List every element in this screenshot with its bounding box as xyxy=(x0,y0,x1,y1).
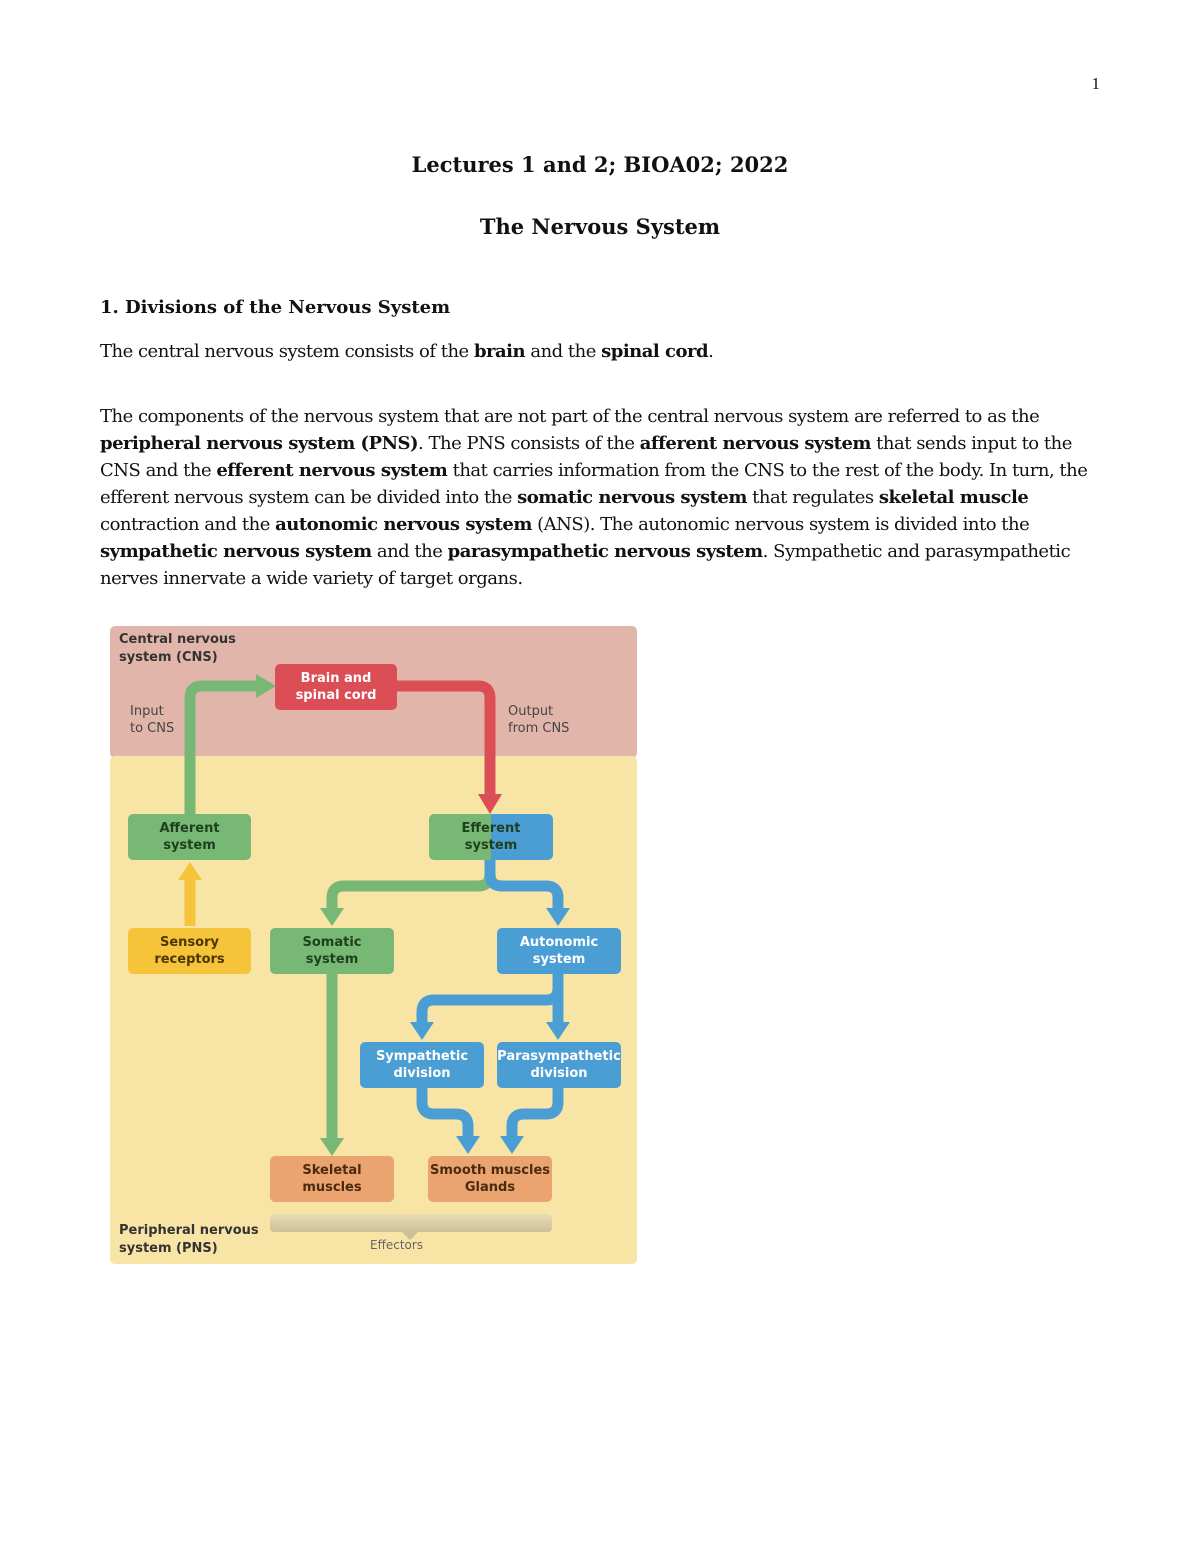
text-run: The central nervous system consists of the xyxy=(100,341,474,362)
effectors-bracket xyxy=(270,1214,552,1232)
text-run: . Sympathetic and parasympathetic nerves innervate a wide variety of target organs. xyxy=(100,541,1071,589)
somatic-system-box: Somatic system xyxy=(270,928,394,974)
document-title: Lectures 1 and 2; BIOA02; 2022 xyxy=(411,152,789,177)
paragraph-cns xyxy=(100,338,1100,365)
bold-term: brain xyxy=(473,341,526,362)
bold-term: somatic nervous system xyxy=(517,487,747,508)
bold-term: parasympathetic nervous system xyxy=(447,541,763,562)
input-to-cns-label: Input to CNS xyxy=(130,704,175,736)
text-run: and the xyxy=(371,541,448,562)
parasympathetic-division-box: Parasympathetic division xyxy=(497,1042,621,1088)
autonomic-system-box: Autonomic system xyxy=(497,928,621,974)
bold-term: autonomic nervous system xyxy=(275,514,532,535)
brain-spinal-cord-box: Brain and spinal cord xyxy=(275,664,397,710)
bold-term: afferent nervous system xyxy=(639,433,871,454)
bold-term: peripheral nervous system (PNS) xyxy=(100,433,419,454)
effectors-label: Effectors xyxy=(370,1238,424,1252)
sympathetic-division-box: Sympathetic division xyxy=(360,1042,484,1088)
text-run: . xyxy=(708,341,714,362)
text-run: contraction and the xyxy=(100,514,276,535)
bold-term: efferent nervous system xyxy=(216,460,448,481)
efferent-system-box: Efferent system xyxy=(429,814,553,860)
text-run: . The PNS consists of the xyxy=(418,433,640,454)
skeletal-muscles-box: Skeletal muscles xyxy=(270,1156,394,1202)
afferent-system-box: Afferent system xyxy=(128,814,251,860)
text-run: and the xyxy=(525,341,602,362)
pns-label: Peripheral nervous system (PNS) xyxy=(119,1223,259,1256)
smooth-muscles-glands-box: Smooth muscles Glands xyxy=(428,1156,552,1202)
text-run: that carries information from the CNS to the rest of the body. In turn, the efferent nervous system can be divided into the xyxy=(100,460,1088,508)
cns-label: Central nervous system (CNS) xyxy=(119,632,236,665)
sensory-receptors-box: Sensory receptors xyxy=(128,928,251,974)
text-run: The components of the nervous system that are not part of the central nervous system are referred to as the xyxy=(100,406,1040,427)
text-run: that sends input to the CNS and the xyxy=(100,433,1072,481)
output-from-cns-label: Output from CNS xyxy=(508,704,570,736)
bold-term: sympathetic nervous system xyxy=(100,541,372,562)
bold-term: skeletal muscle xyxy=(878,487,1029,508)
document-subtitle: The Nervous System xyxy=(479,214,721,239)
page-number: 1 xyxy=(1091,74,1100,93)
paragraph-pns xyxy=(100,403,1100,592)
section-heading: 1. Divisions of the Nervous System xyxy=(100,297,451,318)
text-run: (ANS). The autonomic nervous system is divided into the xyxy=(531,514,1030,535)
bold-term: spinal cord xyxy=(601,341,709,362)
text-run: that regulates xyxy=(746,487,879,508)
nervous-system-diagram xyxy=(110,626,637,1264)
